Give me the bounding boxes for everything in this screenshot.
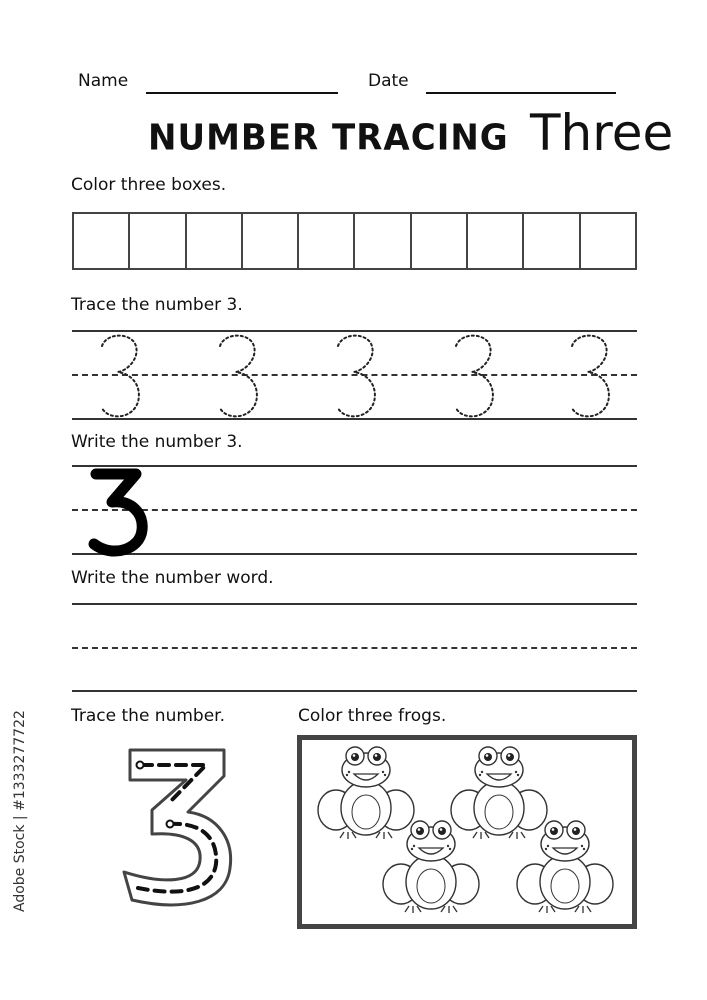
dotted-three[interactable] <box>572 336 609 417</box>
number-word: Three <box>530 104 674 162</box>
color-box[interactable] <box>130 214 186 268</box>
frogs-instruction: Color three frogs. <box>298 706 447 726</box>
word-base-line[interactable] <box>72 690 637 692</box>
write-top-line <box>72 465 637 467</box>
color-box[interactable] <box>74 214 130 268</box>
frog-icon[interactable] <box>318 747 414 839</box>
color-box[interactable] <box>355 214 411 268</box>
color-box[interactable] <box>524 214 580 268</box>
dotted-three[interactable] <box>220 336 257 417</box>
write-base-line[interactable] <box>72 553 637 555</box>
word-mid-line <box>72 647 637 649</box>
color-box[interactable] <box>468 214 524 268</box>
color-box[interactable] <box>412 214 468 268</box>
word-top-line <box>72 603 637 605</box>
write-instruction: Write the number 3. <box>71 432 243 452</box>
write-mid-line <box>72 509 637 511</box>
date-field-line[interactable] <box>426 92 616 94</box>
frog-icon[interactable] <box>383 821 479 913</box>
color-box[interactable] <box>243 214 299 268</box>
page-title: NUMBER TRACING <box>148 117 509 159</box>
color-boxes-instruction: Color three boxes. <box>71 175 227 195</box>
trace-instruction: Trace the number 3. <box>71 295 243 315</box>
dotted-three[interactable] <box>338 336 375 417</box>
color-box[interactable] <box>299 214 355 268</box>
date-label: Date <box>368 71 409 91</box>
stock-credit: Adobe Stock | #1333277722 <box>12 710 28 912</box>
frog-icon[interactable] <box>517 821 613 913</box>
trace-big-instruction: Trace the number. <box>71 706 225 726</box>
big-outline-three[interactable] <box>112 736 242 916</box>
dotted-digit-row <box>72 326 637 422</box>
color-box[interactable] <box>581 214 635 268</box>
name-label: Name <box>78 71 129 91</box>
write-word-instruction: Write the number word. <box>71 568 274 588</box>
frogs-illustration <box>302 740 632 924</box>
name-field-line[interactable] <box>146 92 338 94</box>
frogs-frame <box>297 735 637 929</box>
dotted-three[interactable] <box>102 336 139 417</box>
color-boxes-row <box>72 212 637 270</box>
sample-three <box>86 462 156 558</box>
frog-icon[interactable] <box>451 747 547 839</box>
dotted-three[interactable] <box>456 336 493 417</box>
color-box[interactable] <box>187 214 243 268</box>
